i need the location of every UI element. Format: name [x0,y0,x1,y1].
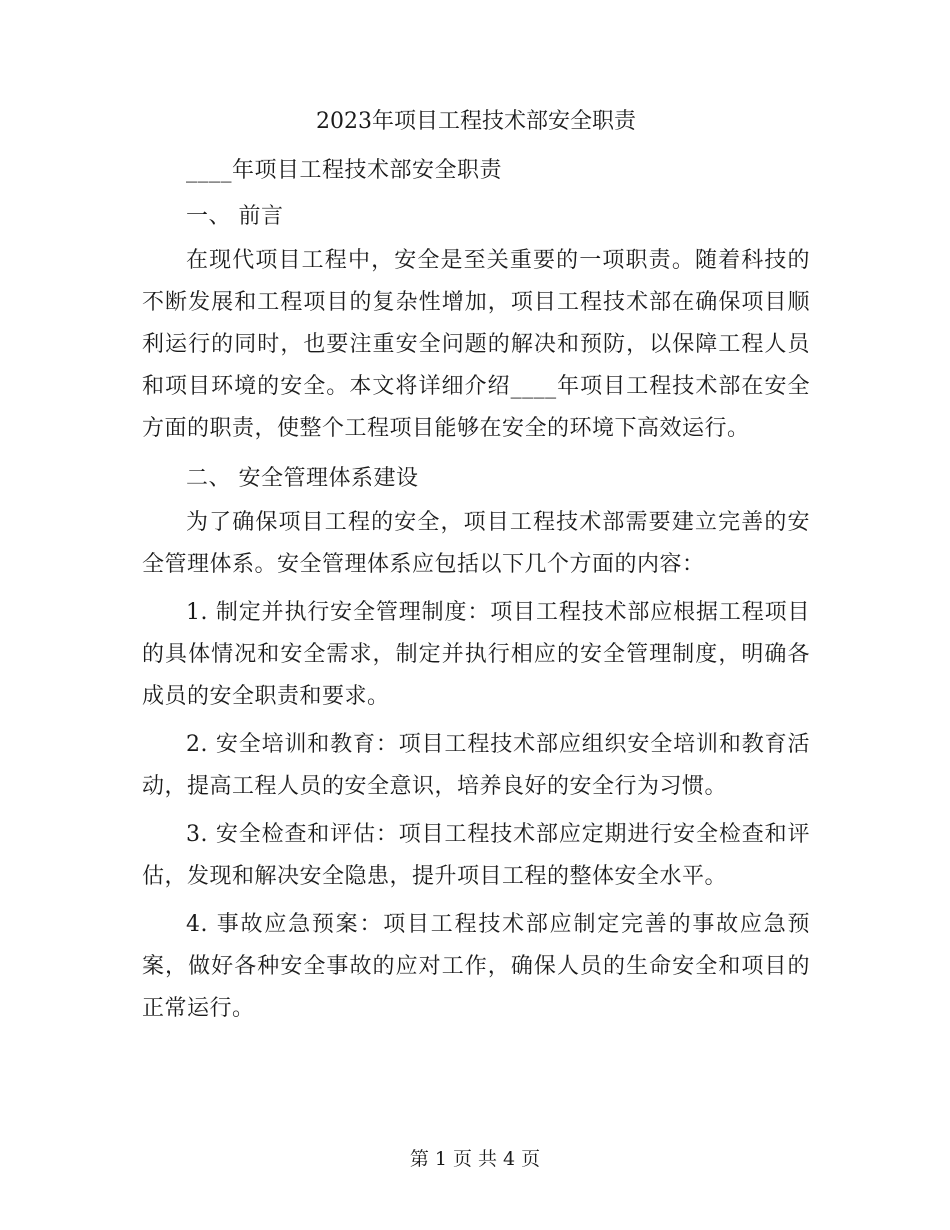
preface-paragraph: 在现代项目工程中，安全是至关重要的一项职责。随着科技的不断发展和工程项目的复杂性增加，项目工程技术部在确保项目顺利运行的同时，也要注重安全问题的解决和预防，以保障工程人员和项目环境的安全。本文将详细介绍____年项目工程技术部在安全方面的职责，使整个工程项目能够在安全的环境下高效运行。 [142,248,810,441]
list-item: 2. 安全培训和教育：项目工程技术部应组织安全培训和教育活动，提高工程人员的安全意识，培养良好的安全行为习惯。 [142,732,810,799]
page-number-footer: 第 1 页 共 4 页 [409,1148,541,1170]
document-title: 2023年项目工程技术部安全职责 [316,109,636,134]
list-item: 1. 制定并执行安全管理制度：项目工程技术部应根据工程项目的具体情况和安全需求，制定并执行相应的安全管理制度，明确各成员的安全职责和要求。 [142,600,810,709]
section-heading-safety-system: 二、 安全管理体系建设 [186,466,419,491]
document-body [142,102,810,1036]
safety-system-paragraph: 为了确保项目工程的安全，项目工程技术部需要建立完善的安全管理体系。安全管理体系应包括以下几个方面的内容： [142,510,810,577]
document-subtitle: ____年项目工程技术部安全职责 [186,158,503,183]
list-item: 3. 安全检查和评估：项目工程技术部应定期进行安全检查和评估，发现和解决安全隐患，提升项目工程的整体安全水平。 [142,822,810,889]
section-heading-preface: 一、 前言 [186,204,284,229]
list-item: 4. 事故应急预案：项目工程技术部应制定完善的事故应急预案，做好各种安全事故的应对工作，确保人员的生命安全和项目的正常运行。 [142,912,810,1021]
